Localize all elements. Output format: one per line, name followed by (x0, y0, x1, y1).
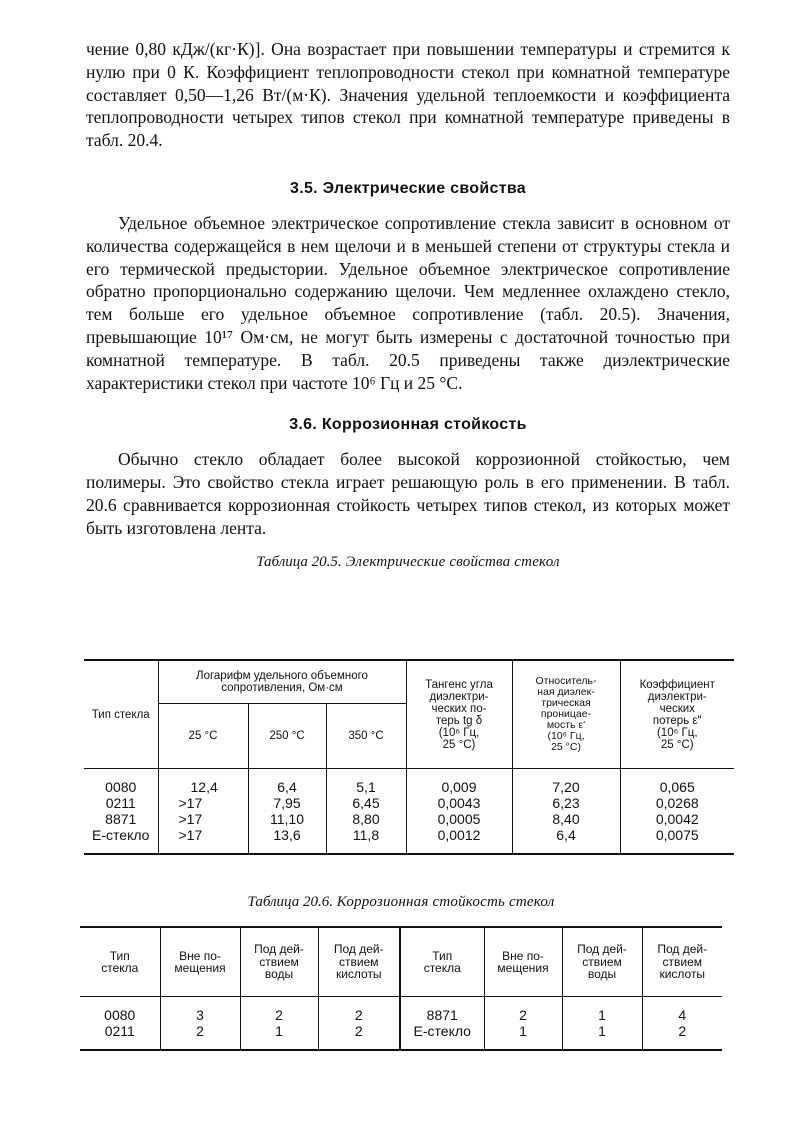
tan-delta-line: ческих по- (431, 702, 487, 715)
outdoor-value: 2 (519, 1007, 527, 1023)
type-value: 8871 (426, 1007, 458, 1023)
header-line: Вне по- (179, 948, 221, 963)
value-250c: 6,4 (277, 779, 297, 795)
header-line: кислоты (335, 967, 382, 982)
table-20-5-caption-title: Электрические свойства стекол (345, 553, 560, 570)
header-line: воды (587, 967, 617, 982)
col-header-25c: 25 °С (158, 704, 248, 769)
col-header-type-left (80, 927, 160, 997)
col-header-acid-left (318, 927, 400, 997)
permittivity-line: 25 °С) (551, 741, 581, 753)
loss-coef-line: диэлектри- (647, 690, 707, 703)
value-loss-coef: 0,0268 (655, 795, 699, 811)
cell-outdoor-left (160, 997, 240, 1051)
water-value: 2 (275, 1007, 283, 1023)
header-line: Под дей- (333, 942, 384, 957)
loss-coef-line: 25 °С) (660, 738, 694, 751)
table-20-6-caption-title: Коррозионная стойкость стекол (336, 894, 555, 910)
value-tan-delta: 0,0005 (437, 811, 481, 827)
col-header-type-right (400, 927, 484, 997)
cell-250c (248, 769, 326, 855)
intro-paragraph: чение 0,80 кДж/(кг·К)]. Она возрастает при повышении температуры и стремится к нулю при 0 К. Коэффициент теплопроводности стекол при комнатной температуре составляет 0,50—1,26 Вт/(м·К). Значения удельной теплоемкости и коэффициента теплопроводности четырех типов стекол при комнатной температуре приведены в табл. 20.4. (86, 39, 730, 151)
col-header-type: Тип стекла (84, 660, 158, 769)
header-line: Тип (432, 948, 453, 963)
tan-delta-line: (10⁶ Гц, (438, 726, 480, 739)
col-header-acid-right (642, 927, 722, 997)
tan-delta-line: диэлектри- (429, 690, 489, 703)
value-250c: 11,10 (270, 811, 304, 827)
electrical-properties-table (84, 659, 734, 855)
water-value: 1 (598, 1007, 606, 1023)
value-tan-delta: 0,009 (441, 779, 477, 795)
cell-type-right (400, 997, 484, 1051)
header-line: стекла (101, 961, 139, 975)
col-header-water-right (562, 927, 642, 997)
header-line: кислоты (659, 967, 706, 982)
value-350c: 11,8 (352, 827, 380, 843)
outdoor-value: 3 (196, 1007, 204, 1023)
col-header-outdoor-right (484, 927, 562, 997)
col-header-350c: 350 °С (326, 704, 406, 769)
outdoor-value: 2 (196, 1023, 204, 1039)
acid-value: 4 (678, 1007, 687, 1023)
col-header-outdoor-left (160, 927, 240, 997)
header-line: мещения (174, 961, 226, 975)
loss-coef-line: (10⁶ Гц, (656, 726, 698, 739)
value-permittivity: 6,4 (556, 827, 576, 843)
table-20-5-caption-label: Таблица 20.5. (256, 553, 342, 570)
header-line: Под дей- (254, 942, 304, 957)
header-line: ствием (582, 954, 622, 969)
cell-water-left (240, 997, 318, 1051)
cell-outdoor-right (484, 997, 562, 1051)
permittivity-line: трическая (541, 697, 591, 709)
type-value: Е-стекло (413, 1023, 471, 1039)
acid-value: 2 (354, 1007, 363, 1023)
header-line: ствием (259, 954, 299, 969)
table-row (80, 997, 722, 1051)
permittivity-line: мость ε' (546, 719, 586, 731)
type-value: Е-стекло (92, 827, 150, 843)
header-line: воды (264, 967, 294, 982)
type-value: 0211 (104, 1023, 135, 1039)
header-line: ствием (339, 954, 379, 969)
value-tan-delta: 0,0012 (437, 827, 481, 843)
cell-permittivity (512, 769, 620, 855)
type-value: 0211 (105, 795, 136, 811)
value-loss-coef: 0,0042 (655, 811, 699, 827)
loss-coef-line: потерь ε" (652, 714, 702, 727)
value-loss-coef: 0,065 (659, 779, 695, 795)
header-line: Вне по- (502, 948, 544, 963)
value-loss-coef: 0,0075 (655, 827, 699, 843)
header-line: Под дей- (657, 942, 708, 957)
table-20-6-caption-label: Таблица 20.6. (247, 894, 333, 910)
corrosion-resistance-table (80, 926, 722, 1051)
permittivity-line: Относитель- (535, 675, 597, 687)
col-header-250c: 250 °С (248, 704, 326, 769)
value-350c: 5,1 (356, 779, 376, 795)
cell-acid-left (318, 997, 400, 1051)
section-heading-electrical: 3.5. Электрические свойства (290, 179, 526, 197)
cell-type-left (80, 997, 160, 1051)
cell-loss-coef (620, 769, 734, 855)
corrosion-paragraph: Обычно стекло обладает более высокой коррозионной стойкостью, чем полимеры. Это свойство стекла играет решающую роль в его применении. В табл. 20.6 сравнивается коррозионная стойкость четырех типов стекол, из которых может быть изготовлена лента. (86, 449, 730, 538)
section-heading-corrosion: 3.6. Коррозионная стойкость (289, 416, 527, 434)
col-header-permittivity (512, 660, 620, 769)
permittivity-line: (10⁶ Гц, (547, 730, 585, 742)
value-tan-delta: 0,0043 (437, 795, 481, 811)
water-value: 1 (275, 1023, 283, 1039)
cell-tan-delta (406, 769, 512, 855)
header-line: Тип (109, 948, 130, 963)
acid-value: 2 (678, 1023, 687, 1039)
value-25c: >17 (178, 827, 203, 843)
value-permittivity: 6,23 (552, 795, 580, 811)
tan-delta-line: 25 °С) (442, 738, 476, 751)
header-line: стекла (423, 961, 461, 975)
outdoor-value: 1 (519, 1023, 527, 1039)
header-line: ствием (662, 954, 702, 969)
value-permittivity: 7,20 (552, 779, 580, 795)
value-permittivity: 8,40 (552, 811, 580, 827)
value-25c: >17 (178, 795, 203, 811)
acid-value: 2 (354, 1023, 363, 1039)
cell-25c (158, 769, 248, 855)
page-body (86, 38, 730, 571)
type-value: 0080 (105, 779, 137, 795)
value-25c: 12,4 (190, 779, 218, 795)
electrical-paragraph: Удельное объемное электрическое сопротивление стекла зависит в основном от количества содержащейся в нем щелочи и в меньшей степени от структуры стекла и его термической предыстории. Удельное объемное электрическое сопротивление обратно пропорционально содержанию щелочи. Чем медленнее охлаждено стекло, тем больше его удельное объемное сопротивление (табл. 20.5). Значения, превышающие 10¹⁷ Ом·см, не могут быть измерены с достаточной точностью при комнатной температуре. В табл. 20.5 приведены также диэлектрические характеристики стекол при частоте 10⁶ Гц и 25 °С. (86, 212, 730, 393)
col-header-log-resistivity: Логарифм удельного объемного сопротивления, Ом·см (158, 660, 406, 704)
table-20-5-caption (86, 554, 730, 571)
cell-acid-right (642, 997, 722, 1051)
value-25c: >17 (178, 811, 203, 827)
table-20-6-caption (80, 894, 722, 911)
value-350c: 6,45 (352, 795, 380, 811)
header-line: Под дей- (577, 942, 627, 957)
value-250c: 7,95 (273, 795, 301, 811)
cell-350c (326, 769, 406, 855)
type-value: 8871 (105, 811, 137, 827)
col-header-loss-coef (620, 660, 734, 769)
table-row (84, 769, 734, 855)
permittivity-line: ная диэлек- (537, 686, 595, 698)
permittivity-line: проницае- (540, 708, 592, 720)
loss-coef-line: ческих (659, 702, 695, 715)
tan-delta-line: терь tg δ (435, 714, 483, 727)
type-value: 0080 (104, 1007, 136, 1023)
cell-type (84, 769, 158, 855)
loss-coef-line: Коэффициент (639, 678, 715, 691)
value-250c: 13,6 (273, 827, 301, 843)
value-350c: 8,80 (352, 811, 380, 827)
col-header-tan-delta (406, 660, 512, 769)
tan-delta-line: Тангенс угла (425, 678, 493, 691)
cell-water-right (562, 997, 642, 1051)
header-line: мещения (497, 961, 549, 975)
water-value: 1 (598, 1023, 606, 1039)
col-header-water-left (240, 927, 318, 997)
